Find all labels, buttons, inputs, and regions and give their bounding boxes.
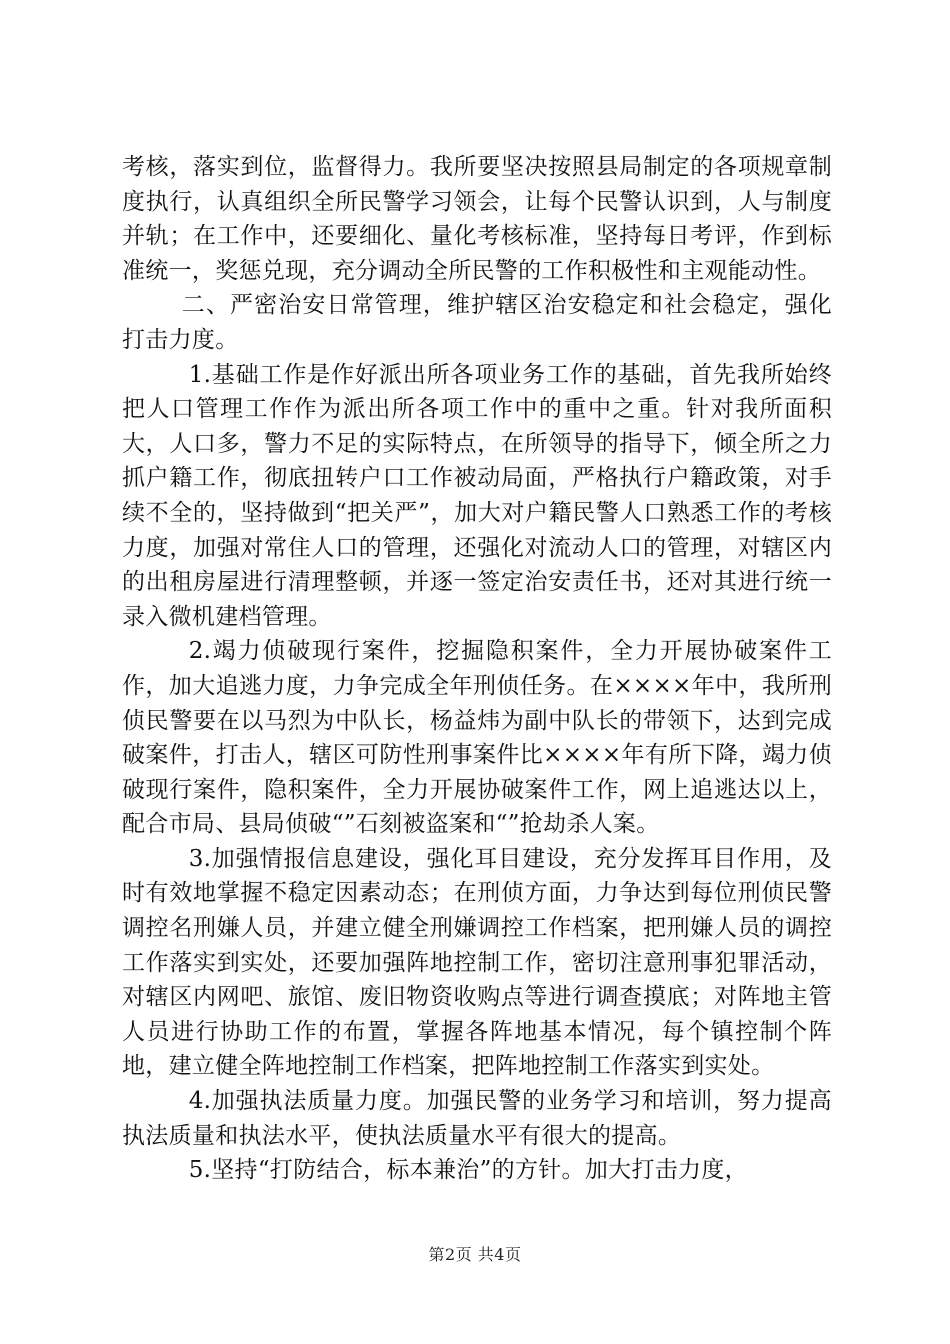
document-body: [122, 150, 832, 1188]
section-heading-2: 二、严密治安日常管理，维护辖区治安稳定和社会稳定，强化打击力度。: [122, 292, 832, 353]
paragraph-item-4: 4.加强执法质量力度。加强民警的业务学习和培训，努力提高执法质量和执法水平，使执法质量水平有很大的提高。: [122, 1088, 832, 1149]
paragraph-continuation: 考核，落实到位，监督得力。我所要坚决按照县局制定的各项规章制度执行，认真组织全所民警学习领会，让每个民警认识到，人与制度并轨；在工作中，还要细化、量化考核标准，坚持每日考评，作到标准统一，奖惩兑现，充分调动全所民警的工作积极性和主观能动性。: [122, 154, 832, 284]
paragraph-item-1: 1.基础工作是作好派出所各项业务工作的基础，首先我所始终把人口管理工作作为派出所各项工作中的重中之重。针对我所面积大，人口多，警力不足的实际特点，在所领导的指导下，倾全所之力抓户籍工作，彻底扭转户口工作被动局面，严格执行户籍政策，对手续不全的，坚持做到“把关严”，加大对户籍民警人口熟悉工作的考核力度，加强对常住人口的管理，还强化对流动人口的管理，对辖区内的出租房屋进行清理整顿，并逐一签定治安责任书，还对其进行统一录入微机建档管理。: [122, 361, 832, 630]
paragraph-item-5: 5.坚持“打防结合，标本兼治”的方针。加大打击力度，: [188, 1157, 748, 1184]
page-number-footer: 第2页 共4页: [428, 1245, 522, 1264]
paragraph-item-2: 2.竭力侦破现行案件，挖掘隐积案件，全力开展协破案件工作，加大追逃力度，力争完成全年刑侦任务。在××××年中，我所刑侦民警要在以马烈为中队长，杨益炜为副中队长的带领下，达到完成破案件，打击人，辖区可防性刑事案件比××××年有所下降，竭力侦破现行案件，隐积案件，全力开展协破案件工作，网上追逃达以上，配合市局、县局侦破“”石刻被盗案和“”抢劫杀人案。: [122, 638, 832, 838]
paragraph-item-3: 3.加强情报信息建设，强化耳目建设，充分发挥耳目作用，及时有效地掌握不稳定因素动态；在刑侦方面，力争达到每位刑侦民警调控名刑嫌人员，并建立健全刑嫌调控工作档案，把刑嫌人员的调控工作落实到实处，还要加强阵地控制工作，密切注意刑事犯罪活动，对辖区内网吧、旅馆、废旧物资收购点等进行调查摸底；对阵地主管人员进行协助工作的布置，掌握各阵地基本情况，每个镇控制个阵地，建立健全阵地控制工作档案，把阵地控制工作落实到实处。: [122, 845, 832, 1080]
